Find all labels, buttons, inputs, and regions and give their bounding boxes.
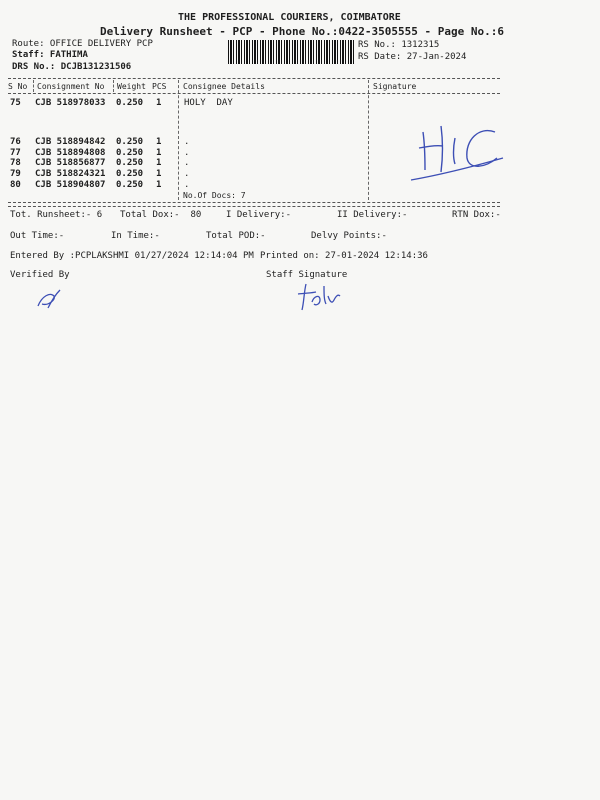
row-weight: 0.250 [116,137,144,147]
row-sno: 75 [10,98,21,108]
row-pcs: 1 [156,148,162,158]
staff-label: Staff: FATHIMA [12,50,88,60]
row-pcs: 1 [156,180,162,190]
runsheet-title: Delivery Runsheet - PCP - Phone No.:0422-3505555 - Page No.:6 [100,25,504,38]
row-consignee: . [184,169,190,179]
delvy-points: Delvy Points:- [311,231,387,241]
drs-number: DRS No.: DCJB131231506 [12,62,132,72]
row-weight: 0.250 [116,169,144,179]
row-consignment: CJB 518904807 [35,180,106,190]
row-consignee: . [184,137,190,147]
row-consignee: . [184,148,190,158]
row-consignment: CJB 518978033 [35,98,106,108]
row-weight: 0.250 [116,180,144,190]
row-sno: 77 [10,148,21,158]
staff-signature [296,278,344,314]
row-consignee: HOLY DAY [184,98,233,108]
route-label: Route: OFFICE DELIVERY PCP [12,39,153,49]
company-name: THE PROFESSIONAL COURIERS, COIMBATORE [178,12,401,23]
total-dox: Total Dox:- 80 [120,210,202,220]
table-header-rule [8,93,500,94]
total-pod: Total POD:- [206,231,266,241]
row-weight: 0.250 [116,98,144,108]
no-of-docs: No.Of Docs: 7 [183,191,246,200]
row-pcs: 1 [156,137,162,147]
col-header-consignment: Consignment No [37,82,105,91]
out-time: Out Time:- [10,231,65,241]
table-bottom-rule [8,202,500,203]
row-sno: 80 [10,180,21,190]
col-divider [368,80,369,200]
row-sno: 78 [10,158,21,168]
col-header-consignee: Consignee Details [183,82,265,91]
printed-on: Printed on: 27-01-2024 12:14:36 [260,251,428,261]
row-consignment: CJB 518824321 [35,169,106,179]
row-consignee: . [184,180,190,190]
row-consignment: CJB 518856877 [35,158,106,168]
in-time: In Time:- [111,231,160,241]
row-consignee: . [184,158,190,168]
col-header-weight: Weight [117,82,146,91]
col-header-pcs: PCS [152,82,167,91]
i-delivery: I Delivery:- [226,210,292,220]
total-runsheet: Tot. Runsheet:- 6 [10,210,103,220]
col-header-signature: Signature [373,82,417,91]
row-weight: 0.250 [116,148,144,158]
col-header-sno: S No [8,82,28,91]
verified-by-signature [34,286,64,312]
row-consignment: CJB 518894842 [35,137,106,147]
staff-signature-label: Staff Signature [266,270,348,280]
rs-number: RS No.: 1312315 [358,40,440,50]
row-consignment: CJB 518894808 [35,148,106,158]
col-divider [113,80,114,92]
col-divider [178,80,179,200]
barcode [228,40,354,64]
row-weight: 0.250 [116,158,144,168]
row-pcs: 1 [156,158,162,168]
row-sno: 76 [10,137,21,147]
table-top-rule [8,78,500,79]
delivery-signature-scribble [405,96,515,186]
row-sno: 79 [10,169,21,179]
ii-delivery: II Delivery:- [337,210,408,220]
col-divider [33,80,34,92]
table-bottom-rule-2 [8,206,500,207]
verified-by-label: Verified By [10,270,70,280]
entered-by: Entered By :PCPLAKSHMI 01/27/2024 12:14:04 PM [10,251,254,261]
rs-date: RS Date: 27-Jan-2024 [358,52,467,62]
row-pcs: 1 [156,169,162,179]
rtn-dox: RTN Dox:- [452,210,501,220]
row-pcs: 1 [156,98,162,108]
